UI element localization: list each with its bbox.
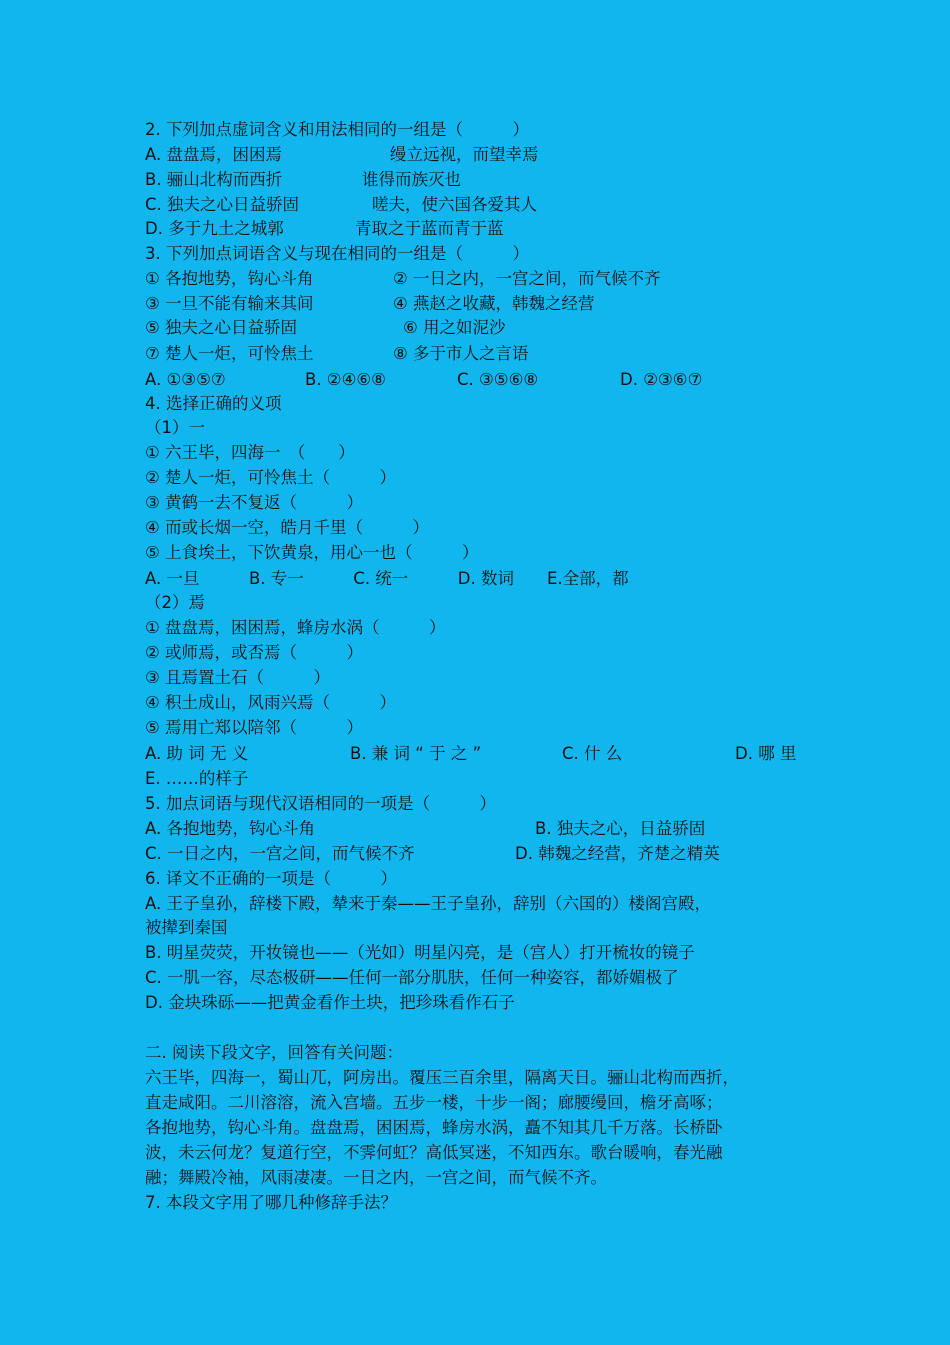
- q2-option-d-second: 青取之于蓝而青于蓝: [355, 219, 504, 238]
- q4-part-2-item-3: ③ 且焉置土石（ ）: [145, 668, 331, 687]
- question-3-title: 3. 下列加点词语含义与现在相同的一组是（ ）: [145, 244, 529, 263]
- q6-option-c: C. 一肌一容，尽态极研——任何一部分肌肤，任何一种姿容，都娇媚极了: [145, 968, 679, 987]
- q3-answer-a: A. ①③⑤⑦: [145, 370, 226, 389]
- passage-line-5: 融；舞殿冷袖，风雨凄凄。一日之内，一宫之间，而气候不齐。: [145, 1168, 607, 1187]
- q3-item-6: ⑥ 用之如泥沙: [403, 318, 506, 337]
- passage-line-4: 波，未云何龙？复道行空，不霁何虹？高低冥迷，不知西东。歌台暖响，春光融: [145, 1143, 723, 1162]
- q4-part-1-item-3: ③ 黄鹤一去不复返（ ）: [145, 493, 364, 512]
- question-6-title: 6. 译文不正确的一项是（ ）: [145, 869, 397, 888]
- q4-part-2-title: （2）焉: [145, 593, 205, 612]
- passage-line-2: 直走咸阳。二川溶溶，流入宫墙。五步一楼，十步一阁；廊腰缦回，檐牙高啄；: [145, 1093, 723, 1112]
- passage-line-3: 各抱地势，钩心斗角。盘盘焉，困困焉，蜂房水涡，矗不知其几千万落。长桥卧: [145, 1118, 723, 1137]
- q4-part-1-item-5: ⑤ 上食埃土，下饮黄泉，用心一也（ ）: [145, 543, 479, 562]
- question-4-title: 4. 选择正确的义项: [145, 394, 282, 413]
- q2-option-c-second: 嗟夫，使六国各爱其人: [372, 195, 537, 214]
- q4-part-2-item-1: ① 盘盘焉，困困焉，蜂房水涡（ ）: [145, 618, 446, 637]
- q4-part-1-title: （1）一: [145, 418, 205, 437]
- q3-answer-c: C. ③⑤⑥⑧: [457, 370, 539, 389]
- q5-option-c: C. 一日之内，一宫之间，而气候不齐: [145, 844, 415, 863]
- q2-option-a-second: 缦立远视，而望幸焉: [390, 145, 539, 164]
- question-5-title: 5. 加点词语与现代汉语相同的一项是（ ）: [145, 794, 496, 813]
- q3-item-7: ⑦ 楚人一炬，可怜焦土: [145, 344, 314, 363]
- q3-item-1: ① 各抱地势，钩心斗角: [145, 269, 314, 288]
- passage-line-1: 六王毕，四海一，蜀山兀，阿房出。覆压三百余里，隔离天日。骊山北构而西折，: [145, 1068, 739, 1087]
- question-2-title: 2. 下列加点虚词含义和用法相同的一组是（ ）: [145, 120, 529, 139]
- q4-part-2-item-4: ④ 积土成山，风雨兴焉（ ）: [145, 693, 397, 712]
- q4-part-2-item-2: ② 或师焉，或否焉（ ）: [145, 643, 364, 662]
- q4-part-2-item-5: ⑤ 焉用亡郑以陪邻（ ）: [145, 718, 364, 737]
- q2-option-b-second: 谁得而族灭也: [362, 170, 461, 189]
- q4-part-1-options: A. 一旦 B. 专一 C. 统一 D. 数词 E.全部，都: [145, 569, 629, 588]
- q4-part-2-option-d: D. 哪 里: [735, 744, 797, 763]
- q4-part-1-item-1: ① 六王毕，四海一 （ ）: [145, 443, 355, 462]
- q4-part-2-option-c: C. 什 么: [562, 744, 623, 763]
- q6-option-b: B. 明星荧荧，开妆镜也——（光如）明星闪亮，是（宫人）打开梳妆的镜子: [145, 943, 695, 962]
- q5-option-a: A. 各抱地势，钩心斗角: [145, 819, 315, 838]
- q3-item-3: ③ 一旦不能有输来其间: [145, 294, 314, 313]
- q4-part-2-option-a: A. 助 词 无 义: [145, 744, 249, 763]
- q4-part-1-item-2: ② 楚人一炬，可怜焦土（ ）: [145, 468, 397, 487]
- q3-item-5: ⑤ 独夫之心日益骄固: [145, 318, 298, 337]
- q2-option-b: B. 骊山北构而西折: [145, 170, 283, 189]
- q3-item-8: ⑧ 多于市人之言语: [393, 344, 529, 363]
- q3-answer-b: B. ②④⑥⑧: [305, 370, 386, 389]
- q3-item-4: ④ 燕赵之收藏，韩魏之经营: [393, 294, 595, 313]
- q6-option-d: D. 金块珠砾——把黄金看作土块，把珍珠看作石子: [145, 993, 515, 1012]
- q6-option-a-line-2: 被撵到秦国: [145, 918, 228, 937]
- q4-part-1-item-4: ④ 而或长烟一空，皓月千里（ ）: [145, 518, 430, 537]
- q4-part-2-option-e: E. ……的样子: [145, 769, 249, 788]
- q5-option-b: B. 独夫之心，日益骄固: [535, 819, 706, 838]
- q5-option-d: D. 韩魏之经营，齐楚之精英: [515, 844, 720, 863]
- q2-option-d: D. 多于九土之城郭: [145, 219, 284, 238]
- q2-option-a: A. 盘盘焉，困困焉: [145, 145, 282, 164]
- q3-item-2: ② 一日之内，一宫之间，而气候不齐: [393, 269, 661, 288]
- q6-option-a-line-1: A. 王子皇孙，辞楼下殿，辇来于秦——王子皇孙，辞别（六国的）楼阁宫殿，: [145, 894, 711, 913]
- question-7-title: 7. 本段文字用了哪几种修辞手法？: [145, 1193, 397, 1212]
- section-2-title: 二. 阅读下段文字，回答有关问题：: [145, 1043, 403, 1062]
- q4-part-2-option-b: B. 兼 词 “ 于 之 ”: [350, 744, 482, 763]
- q3-answer-d: D. ②③⑥⑦: [620, 370, 703, 389]
- q2-option-c: C. 独夫之心日益骄固: [145, 195, 300, 214]
